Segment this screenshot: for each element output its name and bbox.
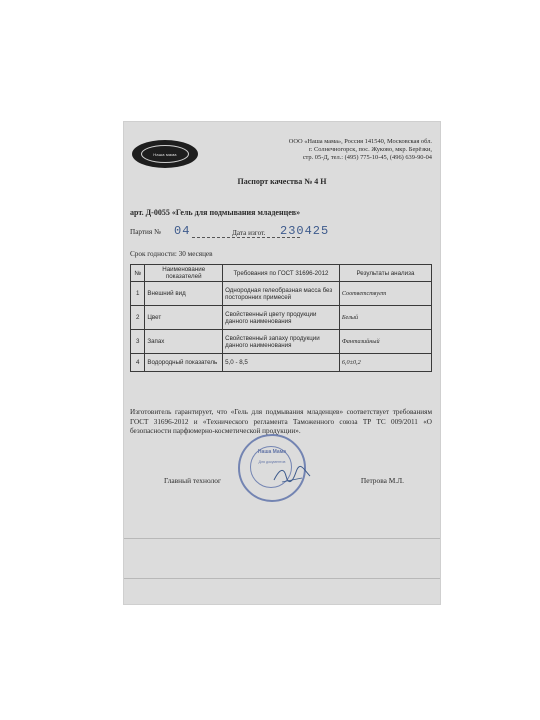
table-header-cell: № xyxy=(131,265,145,282)
requirement-text: Свойственный цвету продукции данного наименования xyxy=(223,306,340,330)
requirement-text: 5,0 - 8,5 xyxy=(223,354,340,372)
analysis-result: Фантазийный xyxy=(339,330,431,354)
handwritten-signature xyxy=(272,464,312,486)
shelf-life: Срок годности: 30 месяцев xyxy=(130,250,213,258)
manufacture-date-label: Дата изгот. xyxy=(232,229,266,237)
requirement-text: Однородная гелеобразная масса без посторонних примесей xyxy=(223,282,340,306)
table-header-cell: Требования по ГОСТ 31696-2012 xyxy=(223,265,340,282)
company-address xyxy=(222,138,432,162)
batch-row xyxy=(130,226,430,240)
fold-line xyxy=(124,578,440,579)
company-address-line: г. Солнечногорск, пос. Жуково, мкр. Берёзки, xyxy=(308,146,432,153)
analysis-result: Соответствует xyxy=(339,282,431,306)
company-address-line: стр. 05-Д, тел.: (495) 775-10-45, (496) 639-90-04 xyxy=(302,154,432,161)
seal-company-name: Наша Мама xyxy=(257,449,287,455)
indicator-name: Цвет xyxy=(145,306,223,330)
document-title: Паспорт качества № 4 Н xyxy=(237,177,327,186)
manufacture-date-stamp: 230425 xyxy=(280,224,330,238)
row-number: 4 xyxy=(131,354,145,372)
company-address-line: ООО «Наша мама», Россия 141540, Московская обл. xyxy=(288,138,432,145)
table-row xyxy=(131,306,432,330)
table-header-cell: Наименование показателей xyxy=(145,265,223,282)
quality-passport-sheet xyxy=(124,122,440,604)
requirement-text: Свойственный запаху продукции данного наименования xyxy=(223,330,340,354)
product-article: арт. Д-0055 «Гель для подмывания младенцев» xyxy=(130,208,301,217)
logo-text: Наша мама xyxy=(153,151,177,157)
manufacturer-guarantee: Изготовитель гарантирует, что «Гель для подмывания младенцев» соответствует требованиям ГОСТ 31696-2012 и «Технического регламента Таможенного союза ТР ТС 009/2011 «О безопасности парфюмерно-косметической продукции». xyxy=(130,408,432,436)
logo-emblem xyxy=(141,145,189,163)
signer-name: Петрова М.Л. xyxy=(360,476,404,485)
row-number: 3 xyxy=(131,330,145,354)
analysis-result: 6,0±0,2 xyxy=(339,354,431,372)
table-header-cell: Результаты анализа xyxy=(339,265,431,282)
batch-label: Партия № xyxy=(130,228,161,236)
company-logo xyxy=(132,140,198,168)
table-header-row xyxy=(131,265,432,282)
seal-subtitle: Для документов xyxy=(258,460,286,464)
batch-number-stamp: 04 xyxy=(174,224,191,238)
row-number: 1 xyxy=(131,282,145,306)
indicator-name: Водородный показатель xyxy=(145,354,223,372)
quality-table xyxy=(130,264,432,372)
indicator-name: Запах xyxy=(145,330,223,354)
table-row xyxy=(131,330,432,354)
table-row xyxy=(131,354,432,372)
analysis-result: Белый xyxy=(339,306,431,330)
table-row xyxy=(131,282,432,306)
row-number: 2 xyxy=(131,306,145,330)
signer-position: Главный технолог xyxy=(164,476,221,485)
fold-line xyxy=(124,538,440,539)
indicator-name: Внешний вид xyxy=(145,282,223,306)
